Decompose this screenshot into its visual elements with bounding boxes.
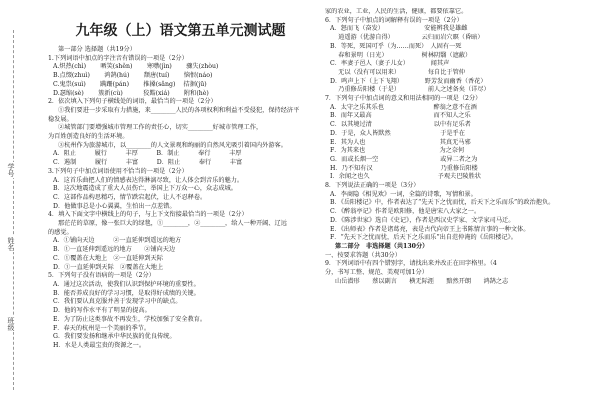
right-column (325, 8, 593, 287)
left-text-line: 4．填入下面文字中横线上的句子，与上下文衔接最恰当的一项是（2分） (48, 211, 248, 219)
right-text-line: 逍遥游（优游自得） 云归而岩穴暝（昏暗） (330, 34, 484, 42)
right-text-line: E．《出师表》作者是诸葛亮，表是古代向帝王上书陈情言事的一种文体。 (330, 225, 530, 233)
right-text-line: D．《陈涉世家》选自《史记》，作者是西汉史学家、文学家司马迁。 (330, 216, 515, 224)
left-text-line: B．能否养成良好的学习习惯，是取得好成绩的关键。 (53, 289, 200, 297)
right-text-line: I．余闻之也久 予观夫巴陵胜状 (330, 173, 481, 181)
right-text-line: F．“先天下之忧而忧，后天下之乐而乐”出自范仲淹的《岳阳楼记》。 (330, 234, 517, 242)
right-text-line: 一、按要求答题（共30分） (325, 251, 401, 259)
left-text-line: D．①一直延伸到天际 ②覆盖在大地上 (53, 263, 164, 271)
left-text-line: C.鬼祟(suì) 蹒跚(pán) 推搡(sǎng) 拮据(jū) (53, 80, 207, 88)
right-text-line: 春和景明（日光） 树林阴翳（遮蔽） (330, 51, 472, 59)
right-text-line: A．李商隐《相见欢》一词，全篇的诗歌，写情和景。 (330, 190, 477, 198)
right-text-line: B．而年又最高 而不知人之乐 (330, 112, 471, 120)
right-text-line: G．而或长烟一空 或异二者之为 (330, 155, 478, 163)
right-text-line: 无以（没有可以用来） 每自比于管仲 (330, 68, 465, 76)
left-text-line: A.炽热(chì) 哂笑(shěn) 寒噤(jìn) 骤失(zhòu) (53, 63, 219, 71)
left-text-line: 1.下列词语中加点的字注音有错误的一项是（2分） (48, 54, 188, 62)
left-text-line: 稳发展。 (48, 115, 73, 123)
left-text-line: B．①一直延伸到遥远的地方 ②铺向天边 (53, 246, 176, 254)
left-text-line: ②城管部门要增强城市管理工作的责任心，切实________好城市管理工作， (58, 124, 263, 132)
right-text-line: 8．下列说法正确的一项是（3分） (325, 182, 420, 190)
right-text-line: D．于是，众人皆默然 于是乎在 (330, 129, 465, 137)
left-text-line: C．我们要认真克服并善于发现学习中的缺点。 (53, 298, 182, 306)
left-text-line: B.点缀(zhuì) 鸿鹄(hú) 颓唐(tuí) 恼恨(náo) (53, 72, 213, 80)
left-text-line: A．这首乐曲把人们的情感表达得淋漓尽致，让人体会到音乐的魅力。 (53, 176, 244, 184)
left-text-line: F．春天的杭州是一个美丽的季节。 (53, 324, 151, 332)
right-text-line: 9．下列词语中有四个错别字，请找出来并改正在田字格里。（4 (325, 260, 497, 268)
left-text-line: C．这部作品构思精巧，情节跌宕起伏，让人不忍释卷。 (53, 193, 207, 201)
left-text-line: A．阻止 履行 丰厚 B．制止 奉行 丰厚 (53, 150, 242, 158)
right-text-line: 第二部分 非选择题（共130分） (335, 242, 429, 250)
left-text-line: H．水是人类最宝贵的资源之一。 (53, 341, 146, 349)
left-text-line: 的感觉。 (48, 228, 73, 236)
student-id-label: 学号 (7, 163, 15, 177)
binding-line (13, 30, 14, 390)
right-text-line: A．怒而飞（奋发） 安能辨我是雄雌 (330, 25, 468, 33)
left-text-line: E．为了防止这类事故不再发生，学校加强了安全教育。 (53, 315, 207, 323)
right-text-line: F．为其来也 为之奈何 (330, 147, 465, 155)
left-text-line: ①我们要进一步采取有力措施，来________人民的各项权利和利益不受侵犯，保持经济平 (58, 106, 300, 114)
class-label: 班级 (7, 317, 15, 331)
left-text-line: A．①铺向天边 ②一直延伸到遥远的地方 (53, 237, 182, 245)
exam-title: 九年级（上）语文第五单元测试题 (75, 23, 286, 39)
left-text-line: 2．依次填入下列句子横线处的词语，最恰当的一项是（2分） (48, 98, 217, 106)
left-text-line: B．这次地震造成了重大人员伤亡，举国上下万众一心，众志成城。 (53, 185, 237, 193)
right-text-line: D．鸣声上下（上下飞翔） 野芳发而幽香（香花） (330, 77, 487, 85)
left-text-line: G．我们要发扬和继承中华民族的优良传统。 (53, 333, 176, 341)
binding-gutter (0, 0, 30, 410)
right-text-line: A．太守之乐其乐也 醉翁之意不在酒 (330, 103, 477, 111)
left-column (48, 18, 313, 351)
right-text-line: 7．下列句子中加点词的意义和用法相同的一项是（2分） (325, 95, 482, 103)
right-text-line: 山岳潜形 蔡以副言 横无际涯 黯然开朗 鸿鹄之志 (335, 277, 509, 285)
left-text-line: 3.下列句子中加点词语使用不恰当的一项是（2分） (48, 167, 188, 175)
left-text-line: A．通过这次活动，使我们认识到保护环境的重要性。 (53, 280, 200, 288)
right-text-line: 乃重修岳阳楼（于是） 前人之述备矣（详尽） (330, 86, 490, 94)
left-text-line: 5．下列句子没有语病的一项是（2分） (48, 272, 155, 280)
left-text-line: C．遏制 履行 丰富 D．阻止 奉行 丰富 (53, 159, 243, 167)
right-text-line: C．率妻子邑人（妻子儿女） 闻其声 (330, 60, 450, 68)
right-text-line: C．以其境过清 以中有足乐者 (330, 121, 471, 129)
left-text-line: D．他做事总是小心翼翼，生怕出一点差错。 (53, 202, 176, 210)
right-text-line: B．《岳阳楼记》中，作者表达了“先天下之忧而忧，后天下之乐而乐”的政治抱负。 (330, 199, 555, 207)
left-text-line: 第一部分 选择题（共19分） (58, 46, 136, 53)
right-text-line: 6．下列句子中加点的词解释有误的一项是（2分） (325, 16, 463, 24)
right-text-line: C．《醉翁亭记》作者是欧阳修，他是唐宋八大家之一。 (330, 208, 481, 216)
right-text-line: 家的农业，工业，人民的生活，健康，都要依靠它。 (325, 8, 468, 15)
left-text-line: C．①覆盖在大地上 ②一直延伸到天际 (53, 254, 163, 262)
left-text-line: ③杭州作为旅游城市，以________的人文景观和绚丽的自然风光吸引着国内外游客。 (58, 141, 287, 149)
name-label: 姓名 (7, 237, 15, 251)
right-text-line: 分，书写工整、规范、美观可加1分） (325, 269, 428, 277)
left-text-line: D.瑟缩(sè) 簇新(cù) 狡黠(xiá) 附和(hè) (53, 89, 209, 97)
right-text-line: H．乃不知有汉 乃重修岳阳楼 (330, 164, 478, 172)
right-text-line: B．等死，死国可乎（为……而死） 人固有一死 (330, 42, 462, 50)
left-text-line: 为百姓创造良好的生活环境。 (48, 133, 129, 141)
left-text-line: D．他的写作水平有了明显的提高。 (53, 307, 151, 315)
left-text-line: 那茫茫的草原，像一张巨大的绿毯，①________，②________，给人一种开阔、辽远 (58, 220, 287, 228)
right-text-line: E．其为人也 其真无马邪 (330, 138, 471, 146)
